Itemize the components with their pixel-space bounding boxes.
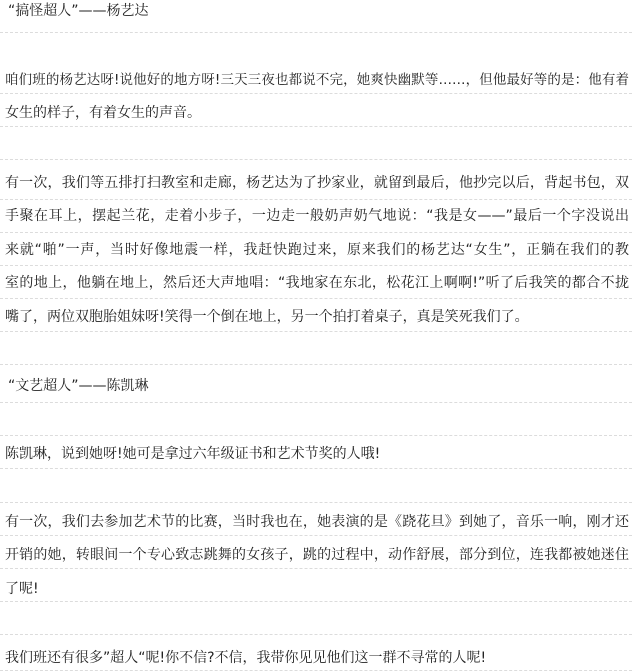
ruled-line: [0, 470, 632, 503]
paragraph-2-line-5: 嘴了，两位双胞胎姐妹呀!笑得一个倒在地上，另一个拍打着桌子，真是笑死我们了。: [5, 309, 529, 325]
ruled-line: [0, 569, 632, 602]
paragraph-1-line-1: 咱们班的杨艺达呀!说他好的地方呀!三天三夜也都说不完，她爽快幽默等……，但他最好等的是：他有着: [5, 72, 629, 88]
paragraph-1-line-2: 女生的样子，有着女生的声音。: [5, 105, 201, 121]
paragraph-2-line-4: 室的地上，他躺在地上，然后还大声地唱：“我地家在东北，松花江上啊啊!”听了后我笑的都合不拢: [5, 275, 629, 291]
ruled-line: [0, 602, 632, 635]
paragraph-2-line-3: 来就“啪”一声，当时好像地震一样，我赶快跑过来，原来我们的杨艺达“女生”，正躺在我们的教: [5, 242, 629, 258]
section-heading-2: “文艺超人”——陈凯琳: [8, 378, 149, 394]
paragraph-2-line-2: 手聚在耳上，摆起兰花，走着小步子，一边走一般奶声奶气地说：“我是女——”最后一个字没说出: [5, 208, 629, 224]
paragraph-5-line-1: 我们班还有很多”超人“呢!你不信?不信，我带你见见他们这一群不寻常的人呢!: [5, 650, 487, 666]
section-heading-1: “搞怪超人”——杨艺达: [8, 3, 149, 19]
paragraph-3-line-1: 陈凯琳，说到她呀!她可是拿过六年级证书和艺术节奖的人哦!: [5, 446, 381, 462]
paragraph-4-line-1: 有一次，我们去参加艺术节的比赛，当时我也在，她表演的是《跷花旦》到她了，音乐一响，刚才还: [5, 514, 629, 530]
paragraph-2-line-1: 有一次，我们等五排打扫教室和走廊，杨艺达为了抄家业，就留到最后，他抄完以后，背起书包，双: [5, 175, 629, 191]
ruled-line: [0, 332, 632, 365]
paragraph-4-line-3: 了呢!: [5, 581, 39, 597]
ruled-line: [0, 403, 632, 436]
ruled-line: [0, 127, 632, 160]
paragraph-4-line-2: 开销的她，转眼间一个专心致志跳舞的女孩子，跳的过程中，动作舒展，部分到位，连我都被她迷住: [5, 547, 629, 563]
